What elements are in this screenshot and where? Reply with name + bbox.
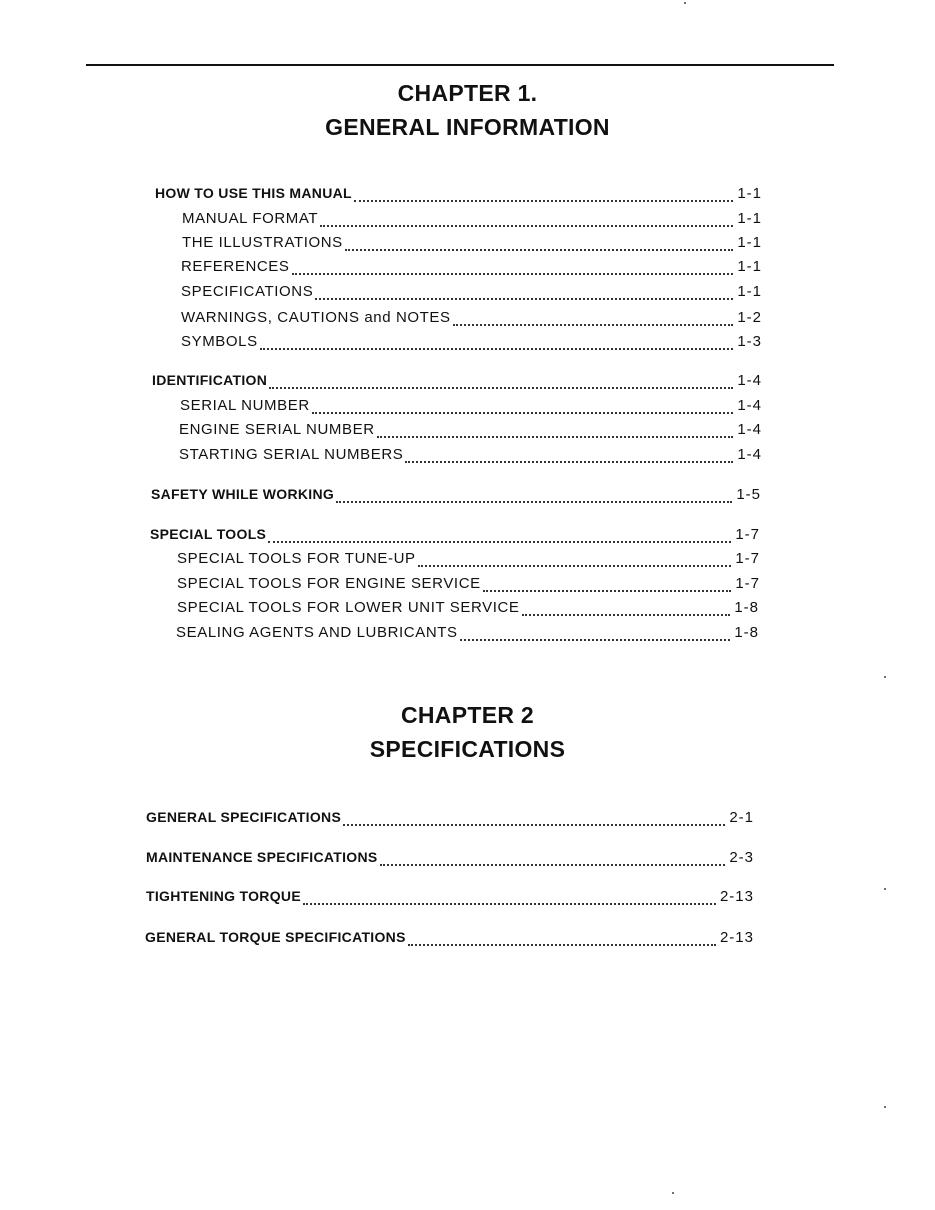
toc-entry-page: 2-13: [719, 888, 754, 905]
toc-entry-page: 1-8: [734, 624, 759, 641]
toc-entry-page: 1-4: [737, 372, 762, 389]
toc-entry-title: REFERENCES: [181, 258, 290, 275]
toc-entry-page: 1-4: [737, 397, 762, 414]
dot-leader: [453, 323, 734, 326]
toc-entry-page: 1-7: [735, 526, 760, 543]
toc-entry-title: HOW TO USE THIS MANUAL: [155, 185, 352, 201]
toc-entry-title: IDENTIFICATION: [152, 372, 268, 388]
toc-entry-title: SPECIAL TOOLS FOR ENGINE SERVICE: [177, 575, 481, 592]
dot-leader: [268, 540, 731, 543]
toc-entry-title: SEALING AGENTS AND LUBRICANTS: [176, 624, 458, 641]
header-rule: [86, 64, 834, 66]
toc-entry-title: ENGINE SERIAL NUMBER: [179, 421, 375, 438]
dot-leader: [418, 564, 732, 567]
toc-entry: [181, 309, 762, 331]
toc-entry-title: GENERAL SPECIFICATIONS: [146, 809, 342, 825]
dot-leader: [315, 297, 733, 300]
scan-speck: [884, 676, 886, 678]
toc-entry-title: WARNINGS, CAUTIONS and NOTES: [181, 309, 451, 326]
chapter-1-label: CHAPTER 1.: [397, 80, 538, 106]
toc-entry-page: 1-2: [737, 309, 762, 326]
toc-entry: [146, 849, 754, 871]
toc-entry-title: THE ILLUSTRATIONS: [182, 234, 343, 251]
toc-entry-title: TIGHTENING TORQUE: [146, 888, 301, 904]
toc-entry-page: 1-4: [737, 446, 762, 463]
dot-leader: [343, 823, 725, 826]
toc-entry-title: STARTING SERIAL NUMBERS: [179, 446, 404, 463]
toc-entry-page: 2-13: [719, 929, 754, 946]
toc-entry: [181, 283, 762, 305]
toc-entry: [181, 258, 762, 280]
toc-entry-title: GENERAL TORQUE SPECIFICATIONS: [145, 929, 406, 945]
toc-entry-title: SAFETY WHILE WORKING: [151, 486, 335, 502]
chapter-1-title: GENERAL INFORMATION: [325, 114, 610, 140]
toc-entry-page: 1-5: [736, 486, 761, 503]
toc-entry-page: 2-3: [729, 849, 754, 866]
toc-entry: [150, 526, 760, 548]
scan-speck: [884, 888, 886, 890]
toc-entry: [146, 888, 754, 910]
toc-entry-page: 1-4: [737, 421, 762, 438]
dot-leader: [269, 386, 733, 389]
toc-entry-page: 1-1: [737, 210, 762, 227]
toc-entry-title: SPECIAL TOOLS FOR LOWER UNIT SERVICE: [177, 599, 520, 616]
toc-entry-title: SYMBOLS: [181, 333, 258, 350]
dot-leader: [320, 224, 733, 227]
dot-leader: [522, 613, 731, 616]
toc-entry-title: SPECIFICATIONS: [181, 283, 314, 300]
dot-leader: [345, 248, 734, 251]
toc-entry: [145, 929, 754, 951]
dot-leader: [312, 411, 734, 414]
toc-entry: [177, 575, 760, 597]
toc-entry: [146, 809, 754, 831]
toc-entry-page: 1-7: [735, 550, 760, 567]
toc-entry: [180, 397, 762, 419]
scan-speck: [672, 1192, 674, 1194]
toc-entry: [152, 372, 762, 394]
scan-speck: [684, 2, 686, 4]
toc-entry-page: 1-1: [737, 283, 762, 300]
dot-leader: [377, 435, 734, 438]
toc-entry: [177, 599, 759, 621]
toc-entry: [179, 446, 762, 468]
dot-leader: [380, 863, 726, 866]
dot-leader: [408, 943, 716, 946]
dot-leader: [303, 902, 716, 905]
toc-entry: [181, 333, 762, 355]
toc-entry: [176, 624, 759, 646]
dot-leader: [460, 638, 731, 641]
dot-leader: [292, 272, 734, 275]
toc-entry: [179, 421, 762, 443]
scan-speck: [884, 1106, 886, 1108]
toc-entry-page: 1-1: [737, 258, 762, 275]
chapter-1-heading: [0, 76, 935, 144]
toc-entry: [182, 210, 762, 232]
chapter-2-heading: [0, 698, 935, 766]
toc-entry-title: MANUAL FORMAT: [182, 210, 319, 227]
toc-entry-page: 1-1: [737, 234, 762, 251]
dot-leader: [260, 347, 734, 350]
toc-entry-page: 1-8: [734, 599, 759, 616]
toc-entry-title: SERIAL NUMBER: [180, 397, 310, 414]
toc-entry-title: SPECIAL TOOLS FOR TUNE-UP: [177, 550, 416, 567]
toc-entry-title: MAINTENANCE SPECIFICATIONS: [146, 849, 378, 865]
toc-entry: [151, 486, 761, 508]
chapter-2-label: CHAPTER 2: [400, 702, 535, 728]
toc-entry-page: 1-1: [737, 185, 762, 202]
dot-leader: [483, 589, 732, 592]
toc-entry: [182, 234, 762, 256]
toc-entry-page: 1-7: [735, 575, 760, 592]
toc-entry-page: 1-3: [737, 333, 762, 350]
toc-entry: [155, 185, 762, 207]
toc-entry-page: 2-1: [729, 809, 754, 826]
dot-leader: [354, 199, 733, 202]
dot-leader: [405, 460, 733, 463]
dot-leader: [336, 500, 732, 503]
toc-entry-title: SPECIAL TOOLS: [150, 526, 267, 542]
chapter-2-title: SPECIFICATIONS: [369, 736, 566, 762]
toc-entry: [177, 550, 760, 572]
